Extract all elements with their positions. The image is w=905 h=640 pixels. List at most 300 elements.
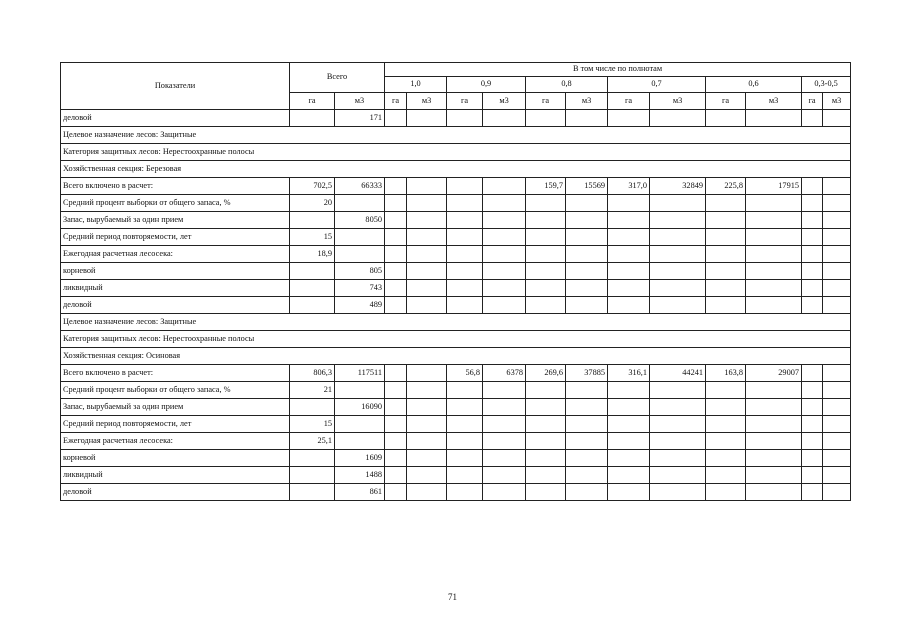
table-cell xyxy=(290,484,335,501)
table-cell xyxy=(706,195,746,212)
table-cell xyxy=(802,297,823,314)
table-row xyxy=(61,382,851,399)
header-density: 1,0 xyxy=(385,77,447,93)
table-cell xyxy=(608,433,650,450)
table-cell xyxy=(746,195,802,212)
table-cell xyxy=(526,246,566,263)
table-cell xyxy=(608,195,650,212)
table-cell xyxy=(650,433,706,450)
table-cell xyxy=(706,297,746,314)
table-cell xyxy=(706,450,746,467)
table-cell xyxy=(650,297,706,314)
table-cell: 806,3 xyxy=(290,365,335,382)
table-cell xyxy=(650,195,706,212)
header-unit-m3: м3 xyxy=(650,93,706,110)
table-cell xyxy=(407,229,447,246)
table-cell xyxy=(385,382,407,399)
table-cell xyxy=(802,110,823,127)
table-cell xyxy=(526,433,566,450)
table-cell xyxy=(608,450,650,467)
header-unit-ha: га xyxy=(526,93,566,110)
header-density: 0,3-0,5 xyxy=(802,77,851,93)
table-cell xyxy=(566,433,608,450)
row-label: Средний период повторяемости, лет xyxy=(61,416,290,433)
table-cell xyxy=(447,229,483,246)
table-cell xyxy=(746,399,802,416)
table-cell xyxy=(385,484,407,501)
table-cell: 8050 xyxy=(335,212,385,229)
table-cell xyxy=(823,416,851,433)
section-row xyxy=(61,127,851,144)
table-cell xyxy=(385,467,407,484)
table-cell xyxy=(407,246,447,263)
table-cell xyxy=(802,433,823,450)
table-cell: 17915 xyxy=(746,178,802,195)
table-cell xyxy=(385,195,407,212)
table-cell xyxy=(290,212,335,229)
table-cell xyxy=(746,467,802,484)
table-cell xyxy=(566,484,608,501)
table-cell xyxy=(823,195,851,212)
table-cell xyxy=(385,297,407,314)
table-cell xyxy=(566,280,608,297)
row-label: Всего включено в расчет: xyxy=(61,365,290,382)
table-cell: 32849 xyxy=(650,178,706,195)
table-cell xyxy=(802,416,823,433)
section-row xyxy=(61,348,851,365)
header-total: Всего xyxy=(290,63,385,93)
table-cell xyxy=(746,263,802,280)
table-cell xyxy=(823,110,851,127)
table-cell xyxy=(802,365,823,382)
table-cell xyxy=(483,246,526,263)
header-density: 0,6 xyxy=(706,77,802,93)
section-row xyxy=(61,161,851,178)
table-cell xyxy=(650,484,706,501)
table-cell xyxy=(608,280,650,297)
table-cell: 18,9 xyxy=(290,246,335,263)
table-cell xyxy=(483,416,526,433)
table-cell: 1609 xyxy=(335,450,385,467)
table-cell xyxy=(526,280,566,297)
table-cell xyxy=(290,450,335,467)
table-cell xyxy=(483,297,526,314)
table-cell xyxy=(447,450,483,467)
table-row xyxy=(61,246,851,263)
table-cell xyxy=(447,212,483,229)
table-row xyxy=(61,450,851,467)
table-cell: 225,8 xyxy=(706,178,746,195)
table-cell: 743 xyxy=(335,280,385,297)
table-cell xyxy=(526,467,566,484)
table-cell: 15 xyxy=(290,416,335,433)
row-label: ликвидный xyxy=(61,280,290,297)
table-row xyxy=(61,212,851,229)
row-label: деловой xyxy=(61,297,290,314)
table-cell xyxy=(802,212,823,229)
table-cell xyxy=(385,229,407,246)
table-cell xyxy=(447,280,483,297)
table-cell: 117511 xyxy=(335,365,385,382)
table-cell xyxy=(566,297,608,314)
table-cell xyxy=(385,416,407,433)
table-cell xyxy=(802,246,823,263)
table-cell xyxy=(483,229,526,246)
row-label: деловой xyxy=(61,110,290,127)
row-label: Запас, вырубаемый за один прием xyxy=(61,399,290,416)
table-cell xyxy=(407,399,447,416)
table-cell xyxy=(526,297,566,314)
table-cell xyxy=(706,399,746,416)
row-label: Средний процент выборки от общего запаса, % xyxy=(61,382,290,399)
header-density: 0,7 xyxy=(608,77,706,93)
table-cell: 66333 xyxy=(335,178,385,195)
table-cell xyxy=(447,110,483,127)
table-cell xyxy=(802,382,823,399)
table-cell: 489 xyxy=(335,297,385,314)
table-cell: 6378 xyxy=(483,365,526,382)
table-cell xyxy=(447,433,483,450)
table-cell: 269,6 xyxy=(526,365,566,382)
table-cell xyxy=(526,195,566,212)
table-cell xyxy=(385,399,407,416)
header-unit-ha: га xyxy=(290,93,335,110)
table-cell xyxy=(650,467,706,484)
table-cell xyxy=(407,263,447,280)
table-cell xyxy=(385,280,407,297)
section-label: Целевое назначение лесов: Защитные xyxy=(61,127,851,144)
table-cell xyxy=(608,484,650,501)
table-cell: 21 xyxy=(290,382,335,399)
table-cell: 171 xyxy=(335,110,385,127)
table-cell xyxy=(483,280,526,297)
table-cell xyxy=(650,399,706,416)
table-row xyxy=(61,365,851,382)
table-cell xyxy=(335,195,385,212)
table-cell xyxy=(823,280,851,297)
table-cell xyxy=(566,212,608,229)
table-cell xyxy=(608,297,650,314)
table-cell xyxy=(447,382,483,399)
table-cell xyxy=(526,110,566,127)
table-cell xyxy=(566,246,608,263)
table-cell xyxy=(566,399,608,416)
table-cell xyxy=(407,297,447,314)
table-row xyxy=(61,297,851,314)
forest-calculation-table xyxy=(60,62,851,501)
table-cell xyxy=(650,382,706,399)
table-cell xyxy=(650,212,706,229)
header-unit-ha: га xyxy=(802,93,823,110)
table-cell xyxy=(526,399,566,416)
table-cell xyxy=(290,467,335,484)
table-cell: 16090 xyxy=(335,399,385,416)
table-cell xyxy=(802,263,823,280)
table-cell: 29007 xyxy=(746,365,802,382)
table-cell xyxy=(447,195,483,212)
section-row xyxy=(61,314,851,331)
header-indicators: Показатели xyxy=(61,63,290,110)
table-cell xyxy=(290,110,335,127)
header-unit-m3: м3 xyxy=(746,93,802,110)
table-cell xyxy=(483,110,526,127)
table-cell xyxy=(526,382,566,399)
row-label: Ежегодная расчетная лесосека: xyxy=(61,246,290,263)
table-cell xyxy=(823,297,851,314)
table-cell xyxy=(566,450,608,467)
table-cell xyxy=(823,382,851,399)
table-cell xyxy=(385,433,407,450)
table-cell xyxy=(823,246,851,263)
table-cell xyxy=(566,195,608,212)
table-cell xyxy=(706,416,746,433)
table-cell xyxy=(650,263,706,280)
table-cell: 37885 xyxy=(566,365,608,382)
section-label: Хозяйственная секция: Осиновая xyxy=(61,348,851,365)
table-cell xyxy=(608,110,650,127)
table-cell xyxy=(802,467,823,484)
table-cell xyxy=(746,382,802,399)
table-cell xyxy=(483,433,526,450)
row-label: Средний процент выборки от общего запаса, % xyxy=(61,195,290,212)
table-cell xyxy=(823,178,851,195)
table-cell xyxy=(447,467,483,484)
table-cell xyxy=(385,450,407,467)
table-cell xyxy=(526,212,566,229)
table-cell xyxy=(746,450,802,467)
table-cell: 317,0 xyxy=(608,178,650,195)
table-cell: 1488 xyxy=(335,467,385,484)
table-row xyxy=(61,484,851,501)
table-cell xyxy=(823,212,851,229)
page-number: 71 xyxy=(448,592,457,602)
header-unit-ha: га xyxy=(706,93,746,110)
table-cell xyxy=(335,433,385,450)
table-cell xyxy=(526,450,566,467)
table-cell xyxy=(407,450,447,467)
table-cell xyxy=(483,195,526,212)
table-cell xyxy=(706,467,746,484)
table-cell xyxy=(746,416,802,433)
table-cell xyxy=(706,110,746,127)
table-cell xyxy=(447,399,483,416)
table-cell xyxy=(566,382,608,399)
table-cell xyxy=(566,467,608,484)
table-cell xyxy=(746,280,802,297)
table-cell xyxy=(608,263,650,280)
table-cell xyxy=(802,280,823,297)
header-unit-m3: м3 xyxy=(407,93,447,110)
row-label: корневой xyxy=(61,450,290,467)
header-including-by-density: В том числе по полнотам xyxy=(385,63,851,77)
row-label: деловой xyxy=(61,484,290,501)
table-cell xyxy=(385,178,407,195)
table-cell xyxy=(385,246,407,263)
table-cell xyxy=(802,450,823,467)
table-cell xyxy=(650,280,706,297)
table-cell xyxy=(526,263,566,280)
row-label: Запас, вырубаемый за один прием xyxy=(61,212,290,229)
section-row xyxy=(61,331,851,348)
table-cell xyxy=(608,416,650,433)
table-cell xyxy=(746,246,802,263)
table-cell xyxy=(802,484,823,501)
table-cell xyxy=(483,450,526,467)
table-cell xyxy=(706,280,746,297)
table-row xyxy=(61,399,851,416)
header-unit-m3: м3 xyxy=(335,93,385,110)
table-cell xyxy=(746,229,802,246)
table-cell xyxy=(650,416,706,433)
table-cell xyxy=(802,195,823,212)
table-cell xyxy=(823,433,851,450)
table-cell xyxy=(483,212,526,229)
table-cell xyxy=(706,382,746,399)
table-cell xyxy=(335,382,385,399)
table-cell xyxy=(447,263,483,280)
table-cell xyxy=(385,110,407,127)
table-cell xyxy=(746,433,802,450)
table-cell xyxy=(823,263,851,280)
table-cell: 861 xyxy=(335,484,385,501)
table-cell xyxy=(823,484,851,501)
table-cell xyxy=(746,484,802,501)
header-unit-ha: га xyxy=(385,93,407,110)
table-cell xyxy=(407,433,447,450)
table-cell xyxy=(385,212,407,229)
table-cell xyxy=(407,365,447,382)
section-label: Хозяйственная секция: Березовая xyxy=(61,161,851,178)
table-cell xyxy=(483,178,526,195)
row-label: Ежегодная расчетная лесосека: xyxy=(61,433,290,450)
table-cell xyxy=(706,484,746,501)
table-cell xyxy=(407,212,447,229)
table-cell: 56,8 xyxy=(447,365,483,382)
header-unit-m3: м3 xyxy=(483,93,526,110)
table-cell xyxy=(447,484,483,501)
table-cell xyxy=(290,263,335,280)
table-row xyxy=(61,229,851,246)
table-row xyxy=(61,195,851,212)
table-cell xyxy=(483,382,526,399)
table-cell xyxy=(706,212,746,229)
table-cell xyxy=(407,280,447,297)
row-label: Всего включено в расчет: xyxy=(61,178,290,195)
table-cell xyxy=(526,229,566,246)
table-cell: 159,7 xyxy=(526,178,566,195)
table-cell xyxy=(746,297,802,314)
table-cell xyxy=(608,382,650,399)
header-unit-ha: га xyxy=(608,93,650,110)
table-cell xyxy=(335,416,385,433)
table-cell: 20 xyxy=(290,195,335,212)
table-cell xyxy=(407,416,447,433)
table-cell xyxy=(823,467,851,484)
table-cell xyxy=(407,467,447,484)
table-cell xyxy=(706,229,746,246)
table-cell: 44241 xyxy=(650,365,706,382)
table-cell: 805 xyxy=(335,263,385,280)
table-cell xyxy=(823,450,851,467)
table-cell xyxy=(483,263,526,280)
header-density: 0,9 xyxy=(447,77,526,93)
table-cell xyxy=(566,263,608,280)
table-cell xyxy=(447,178,483,195)
table-row xyxy=(61,110,851,127)
table-cell: 316,1 xyxy=(608,365,650,382)
table-cell: 702,5 xyxy=(290,178,335,195)
table-row xyxy=(61,263,851,280)
section-label: Категория защитных лесов: Нерестоохранные полосы xyxy=(61,331,851,348)
table-cell xyxy=(407,195,447,212)
table-cell xyxy=(608,399,650,416)
row-label: Средний период повторяемости, лет xyxy=(61,229,290,246)
table-row xyxy=(61,416,851,433)
section-label: Категория защитных лесов: Нерестоохранные полосы xyxy=(61,144,851,161)
row-label: корневой xyxy=(61,263,290,280)
table-cell xyxy=(566,416,608,433)
table-cell xyxy=(566,110,608,127)
table-cell xyxy=(746,212,802,229)
table-cell xyxy=(385,365,407,382)
table-row xyxy=(61,280,851,297)
table-cell xyxy=(650,229,706,246)
table-cell xyxy=(407,382,447,399)
table-cell xyxy=(447,416,483,433)
table-cell xyxy=(650,110,706,127)
table-cell xyxy=(608,467,650,484)
header-density: 0,8 xyxy=(526,77,608,93)
header-unit-ha: га xyxy=(447,93,483,110)
table-cell xyxy=(407,484,447,501)
table-cell xyxy=(706,246,746,263)
table-cell xyxy=(526,484,566,501)
table-cell: 163,8 xyxy=(706,365,746,382)
table-row xyxy=(61,178,851,195)
table-cell xyxy=(823,365,851,382)
table-row xyxy=(61,467,851,484)
table-cell: 15569 xyxy=(566,178,608,195)
table-cell xyxy=(823,229,851,246)
table-cell xyxy=(608,212,650,229)
table-cell xyxy=(823,399,851,416)
table-cell xyxy=(407,178,447,195)
header-unit-m3: м3 xyxy=(566,93,608,110)
table-cell xyxy=(650,246,706,263)
table-cell xyxy=(566,229,608,246)
table-cell xyxy=(483,484,526,501)
section-row xyxy=(61,144,851,161)
section-label: Целевое назначение лесов: Защитные xyxy=(61,314,851,331)
table-cell xyxy=(335,246,385,263)
table-cell xyxy=(746,110,802,127)
table-cell xyxy=(483,467,526,484)
table-cell xyxy=(608,246,650,263)
table-cell xyxy=(526,416,566,433)
table-cell: 15 xyxy=(290,229,335,246)
header-unit-m3: м3 xyxy=(823,93,851,110)
table-cell xyxy=(290,280,335,297)
table-cell xyxy=(802,399,823,416)
table-cell xyxy=(407,110,447,127)
row-label: ликвидный xyxy=(61,467,290,484)
table-cell xyxy=(706,263,746,280)
table-cell xyxy=(483,399,526,416)
table-cell xyxy=(802,178,823,195)
table-cell xyxy=(706,433,746,450)
table-cell xyxy=(290,399,335,416)
table-cell xyxy=(608,229,650,246)
